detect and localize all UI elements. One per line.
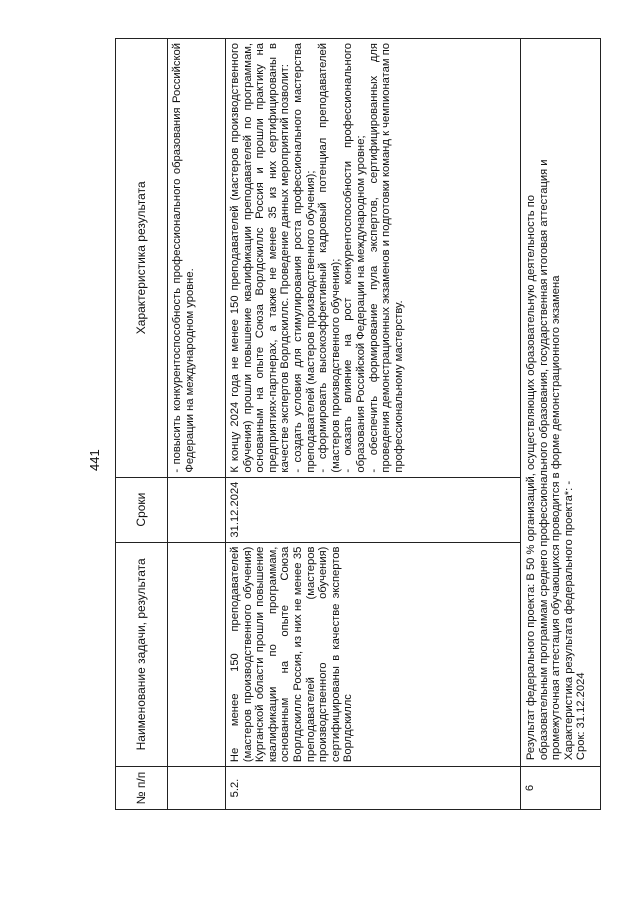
- federal-result-line: промежуточная аттестация обучающихся проводится в форме демонстрационного экзамена: [550, 275, 563, 761]
- header-characteristic: Характеристика результата: [116, 39, 168, 478]
- cell-num-6: 6: [521, 767, 601, 810]
- table-header-row: [116, 39, 168, 810]
- header-task: Наименование задачи, результата: [116, 542, 168, 766]
- characteristic-bullet: - сформировать высокоэффективный кадровый потенциал преподавателей (мастеров производственного обучения);: [317, 43, 342, 473]
- characteristic-bullet: - оказать влияние на рост конкурентоспособности профессионального образования Российской Федерации на международном уровне;: [342, 43, 367, 473]
- cell-characteristic-continuation: - повысить конкурентоспособность профессионального образования Российской Федерации на международном уровне.: [168, 39, 226, 478]
- cell-task-5-2: Не менее 150 преподавателей (мастеров производственного обучения) Курганской области прошли повышение квалификации по программам, основанным на опыте Союза Ворлдскиллс Россия, из них не менее 35 преподавателей (мастеров производственного обучения) сертифицированы в качестве экспертов Ворлдскиллс: [226, 542, 521, 766]
- federal-result-line: Срок: 31.12.2024: [575, 672, 588, 761]
- header-num: № п/п: [116, 767, 168, 810]
- cell-num-5-2: 5.2.: [226, 767, 521, 810]
- characteristic-bullet: - создать условия для стимулирования роста профессионального мастерства преподавателей (мастеров производственного обучения);: [291, 43, 317, 473]
- cell-federal-result-6: [521, 39, 601, 767]
- characteristic-paragraph: К концу 2024 года не менее 150 преподавателей (мастеров производственного обучения) прошли повышение квалификации преподавателей по программам, основанным на опыте Союза Ворлдскиллс Россия и прошли практику на предприятиях-партнерах, а также не менее 35 из них сертифицированы в качестве экспертов Ворлдскиллс. Проведение данных мероприятий позволит:: [229, 43, 292, 473]
- federal-result-line: образовательным программам среднего профессионального образования, государственная итоговая аттестация и: [537, 159, 550, 761]
- cell-term-5-2: 31.12.2024: [226, 477, 521, 542]
- page-number: 441: [87, 449, 102, 471]
- characteristic-bullet: - обеспечить формирование пула экспертов, сертифицированных для проведения демонстрационных экзаменов и подготовки команд к чемпионатам по профессиональному мастерству.: [367, 43, 405, 473]
- table-row-6: [521, 39, 601, 810]
- cell-num-empty: [168, 767, 226, 810]
- table-row-5-2: [226, 39, 521, 810]
- federal-result-line: Характеристика результата федерального проекта*: -: [562, 480, 575, 761]
- cell-term-empty: [168, 477, 226, 542]
- federal-result-line: Результат федерального проекта: В 50 % организаций, осуществляющих образовательную деятельность по: [525, 195, 537, 761]
- header-term: Сроки: [116, 477, 168, 542]
- cell-task-empty: [168, 542, 226, 766]
- table-row-continuation: [168, 39, 226, 810]
- cell-characteristic-5-2: [226, 39, 521, 478]
- result-table: [115, 38, 601, 810]
